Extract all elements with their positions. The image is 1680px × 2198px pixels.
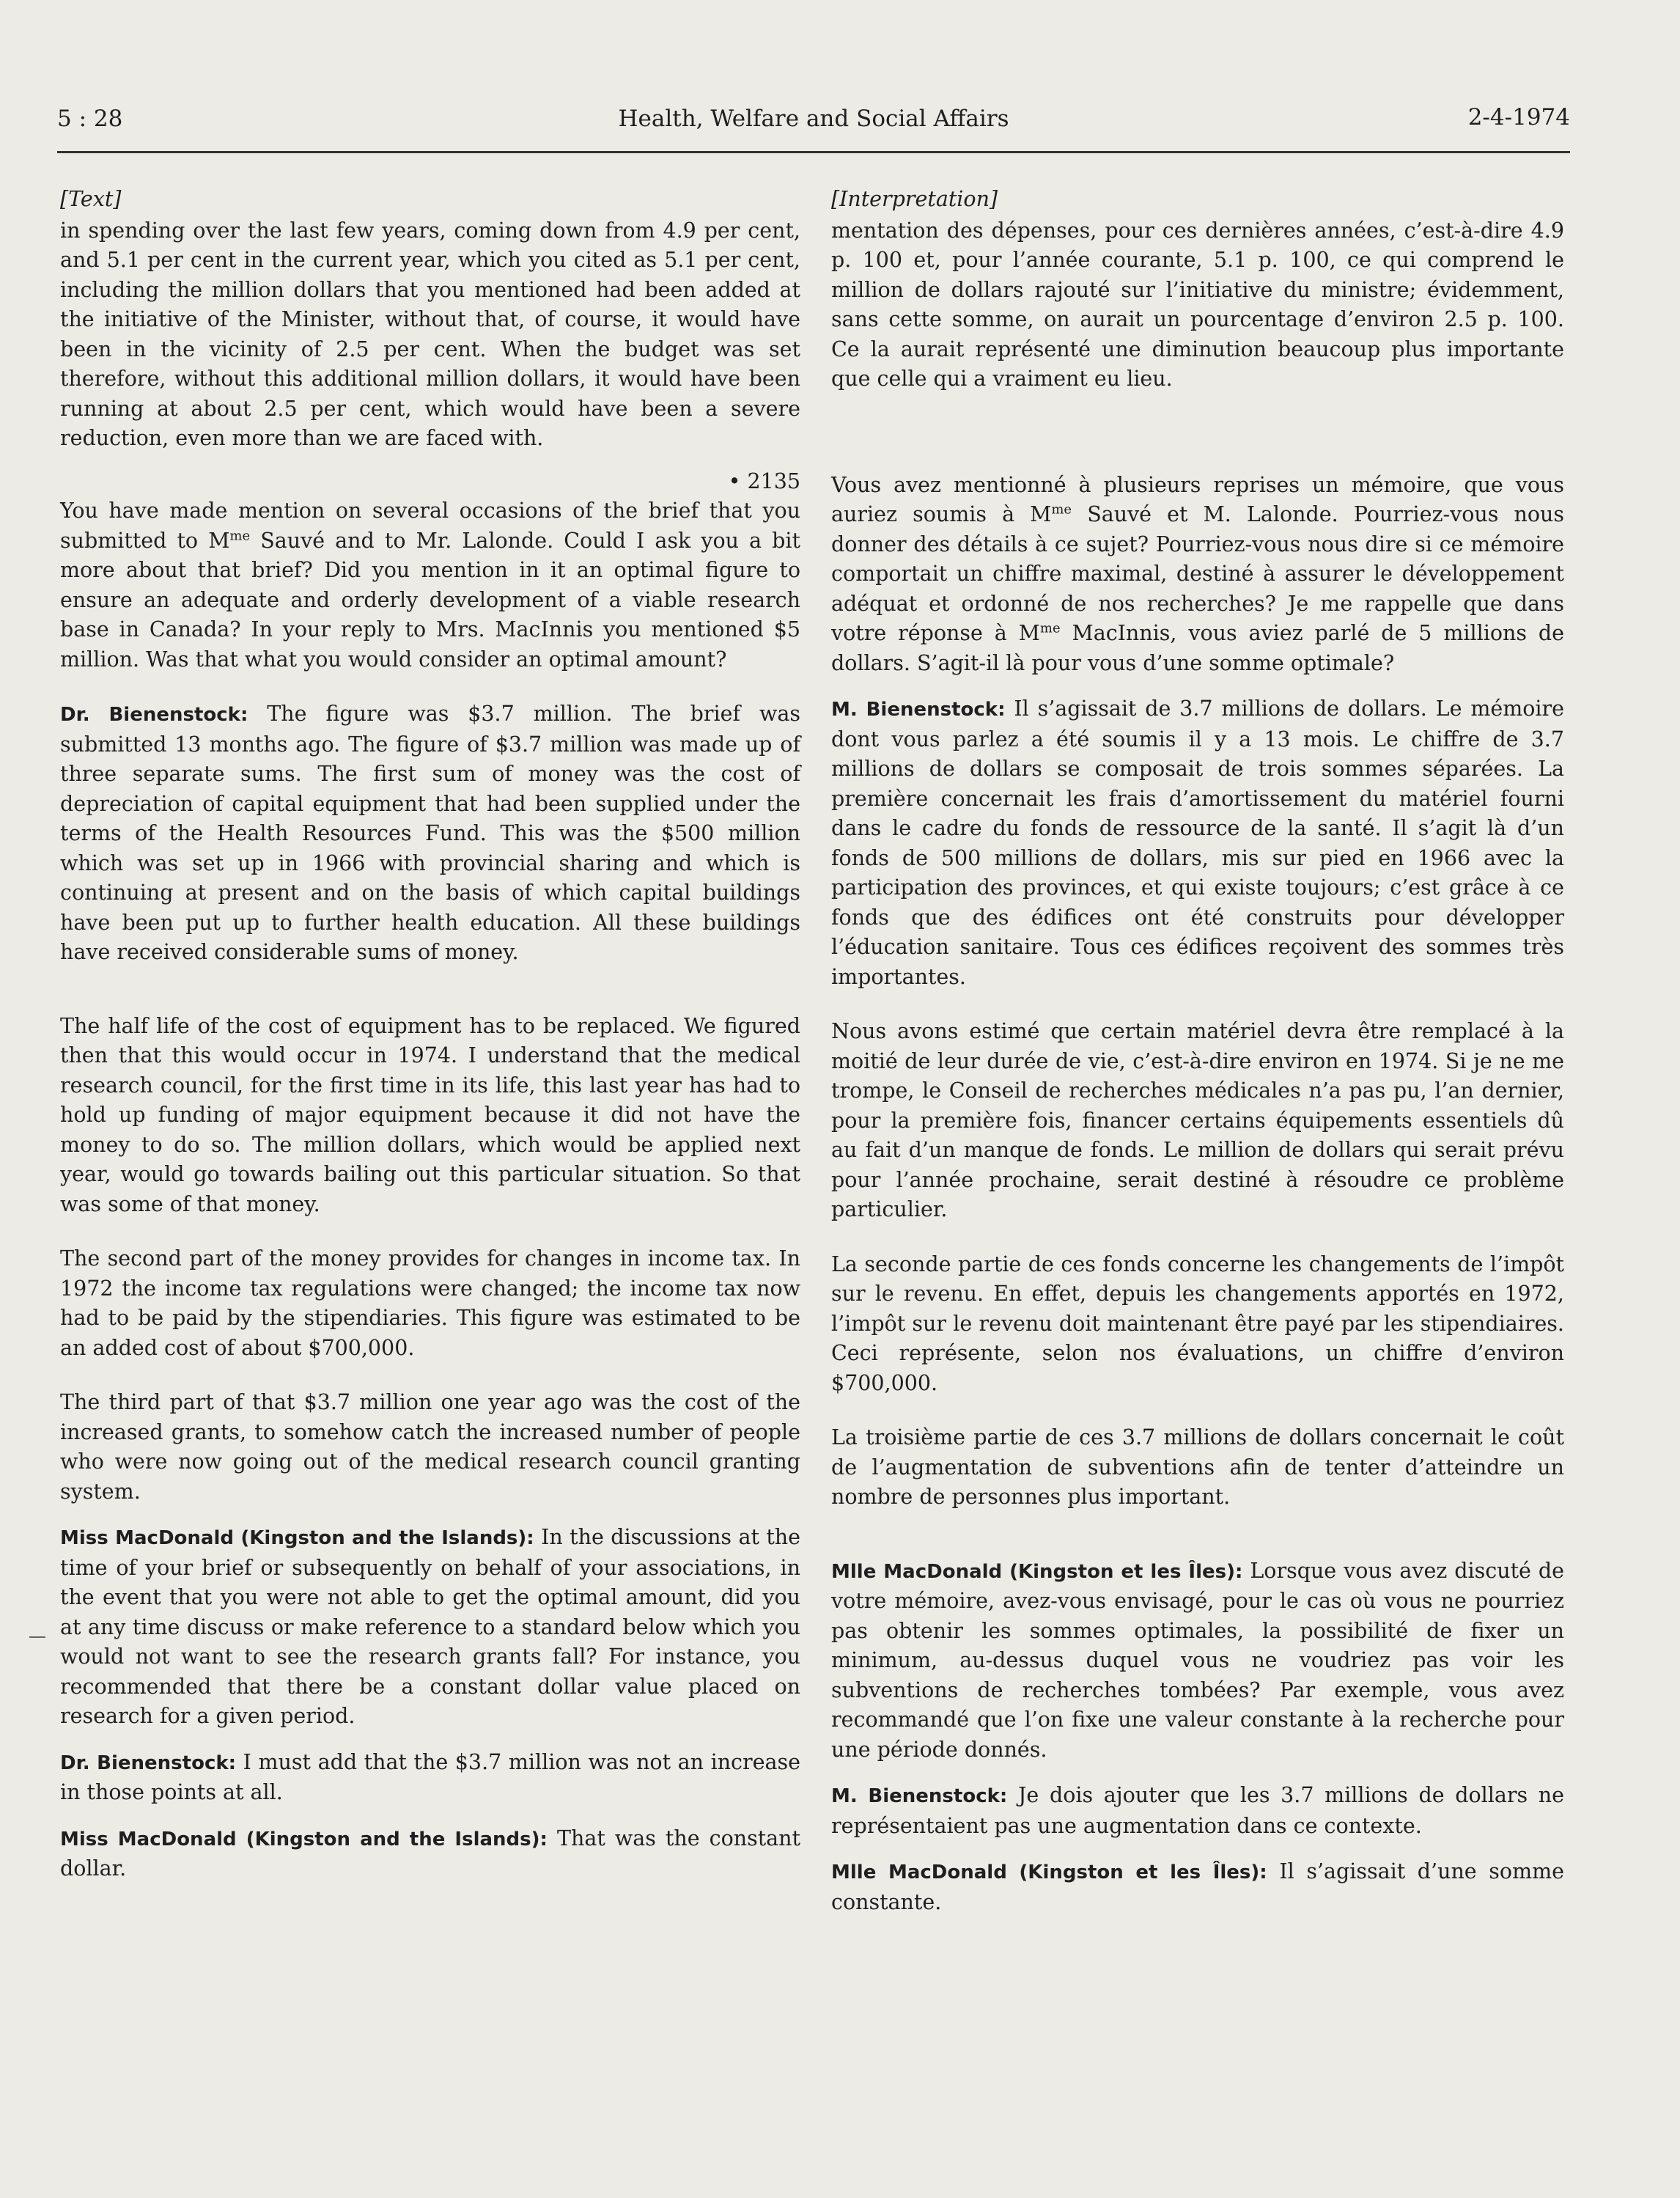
page-number: 5 : 28: [57, 106, 123, 132]
paragraph: Miss MacDonald (Kingston and the Islands): In the discussions at the time of your brief or subsequently on behalf of your associations, in the event that you were not able to get the optimal amount, did you at any time discuss or make reference to a standard below which you would not want to see the research grants fall? For instance, you recommended that there be a constant dollar value placed on research for a given period.: [60, 1525, 800, 1728]
margin-mark: [29, 1636, 45, 1638]
paragraph: The third part of that $3.7 million one year ago was the cost of the increased grants, to somehow catch the increased number of people who were now going out of the medical research council granting system.: [60, 1390, 800, 1504]
paragraph: M. Bienenstock: Je dois ajouter que les 3.7 millions de dollars ne représentaient pas une augmentation dans ce contexte.: [831, 1783, 1565, 1838]
header-date: 2-4-1974: [1467, 104, 1570, 131]
column-label: [Text]: [60, 187, 122, 211]
paragraph: mentation des dépenses, pour ces dernières années, c’est-à-dire 4.9 p. 100 et, pour l’année courante, 5.1 p. 100, ce qui comprend le million de dollars rajouté sur l’initiative du ministre; évidemment, sans cette somme, on aurait un pourcentage d’environ 2.5 p. 100. Ce la aurait représenté une diminution beaucoup plus importante que celle qui a vraiment eu lieu.: [831, 218, 1564, 391]
column-label: [Interpretation]: [831, 187, 998, 211]
speaker-name: Dr. Bienenstock:: [60, 1752, 237, 1774]
speaker-name: Mlle MacDonald (Kingston et les Îles):: [831, 1560, 1243, 1583]
page-header: [57, 100, 1570, 153]
paragraph: La seconde partie de ces fonds concerne les changements de l’impôt sur le revenu. En effet, depuis les changements apportés en 1972, l’impôt sur le revenu doit maintenant être payé par les stipendiaires. Ceci représente, selon nos évaluations, un chiffre d’environ $700,000.: [831, 1251, 1564, 1395]
paragraph: in spending over the last few years, coming down from 4.9 per cent, and 5.1 per cent in the current year, which you cited as 5.1 per cent, including the million dollars that you mentioned had been added at the initiative of the Minister, without that, of course, it would have been in the vicinity of 2.5 per cent. When the budget was set therefore, without this additional million dollars, it would have been running at about 2.5 per cent, which would have been a severe reduction, even more than we are faced with.: [60, 218, 800, 450]
paragraph: The second part of the money provides for changes in income tax. In 1972 the income tax regulations were changed; the income tax now had to be paid by the stipendiaries. This figure was estimated to be an added cost of about $700,000.: [60, 1246, 800, 1360]
paragraph: M. Bienenstock: Il s’agissait de 3.7 millions de dollars. Le mémoire dont vous parlez a été soumis il y a 13 mois. Le chiffre de 3.7 millions de dollars se composait de trois sommes séparées. La première concernait les frais d’amortissement du matériel fourni dans le cadre du fonds de ressource de la santé. Il s’agit là d’un fonds de 500 millions de dollars, mis sur pied en 1966 avec la participation des provinces, et qui existe toujours; c’est grâce à ce fonds que des édifices ont été construits pour développer l’éducation sanitaire. Tous ces édifices reçoivent des sommes très importantes.: [831, 696, 1564, 989]
paragraph: Nous avons estimé que certain matériel devra être remplacé à la moitié de leur durée de vie, c’est-à-dire environ en 1974. Si je ne me trompe, le Conseil de recherches médicales n’a pas pu, l’an dernier, pour la première fois, financer certains équipements essentiels dû au fait d’un manque de fonds. Le million de dollars qui serait prévu pour l’année prochaine, serait destiné à résoudre ce problème particulier.: [831, 1019, 1564, 1221]
paragraph: Mlle MacDonald (Kingston et les Îles): Lorsque vous avez discuté de votre mémoire, avez-vous envisagé, pour le cas où vous ne pourriez pas obtenir les sommes optimales, la possibilité de fixer un minimum, au-dessus duquel vous ne voudriez pas voir les subventions de recherches tombées? Par exemple, vous avez recommandé que l’on fixe une valeur constante à la recherche pour une période donnés.: [831, 1558, 1565, 1762]
speaker-name: Dr. Bienenstock:: [60, 704, 248, 726]
paragraph: Miss MacDonald (Kingston and the Islands): That was the constant dollar.: [60, 1826, 800, 1881]
speaker-name: Miss MacDonald (Kingston and the Islands):: [60, 1828, 548, 1850]
time-marker: • 2135: [728, 468, 800, 493]
paragraph: Mlle MacDonald (Kingston et les Îles): Il s’agissait d’une somme constante.: [831, 1859, 1564, 1914]
french-column: [831, 185, 1564, 1917]
paragraph: Dr. Bienenstock: I must add that the $3.7 million was not an increase in those points at all.: [60, 1749, 800, 1804]
speaker-name: M. Bienenstock:: [831, 1785, 1008, 1807]
speaker-name: Miss MacDonald (Kingston and the Islands):: [60, 1527, 534, 1549]
running-title: Health, Welfare and Social Affairs: [618, 106, 1009, 132]
english-column: [60, 185, 800, 1884]
paragraph: Vous avez mentionné à plusieurs reprises un mémoire, que vous auriez soumis à $M^{me}$ Sauvé et M. Lalonde. Pourriez-vous nous donner des détails à ce sujet? Pourriez-vous nous dire si ce mémoire comportait un chiffre maximal, destiné à assurer le développement adéquat et ordonné de nos recherches? Je me rappelle que dans votre réponse à $M^{me}$ MacInnis, vous aviez parlé de 5 millions de dollars. S’agit-il là pour vous d’une somme optimale?: [831, 472, 1564, 675]
paragraph: Dr. Bienenstock: The figure was $3.7 million. The brief was submitted 13 months ago. The figure of $3.7 million was made up of three separate sums. The first sum of money was the cost of depreciation of capital equipment that had been supplied under the terms of the Health Resources Fund. This was the $500 million which was set up in 1966 with provincial sharing and which is continuing at present and on the basis of which capital buildings have been put up to further health education. All these buildings have received considerable sums of money.: [60, 702, 800, 964]
paragraph: You have made mention on several occasions of the brief that you submitted to $M^{me}$ Sauvé and to Mr. Lalonde. Could I ask you a bit more about that brief? Did you mention in it an optimal figure to ensure an adequate and orderly development of a viable research base in Canada? In your reply to Mrs. MacInnis you mentioned $5 million. Was that what you would consider an optimal amount?: [60, 499, 800, 672]
paragraph: The half life of the cost of equipment has to be replaced. We figured then that this would occur in 1974. I understand that the medical research council, for the first time in its life, this last year has had to hold up funding of major equipment because it did not have the money to do so. The million dollars, which would be applied next year, would go towards bailing out this particular situation. So that was some of that money.: [60, 1013, 800, 1216]
speaker-name: Mlle MacDonald (Kingston et les Îles):: [831, 1861, 1267, 1883]
paragraph: La troisième partie de ces 3.7 millions de dollars concernait le coût de l’augmentation de subventions afin de tenter d’atteindre un nombre de personnes plus important.: [831, 1425, 1564, 1509]
speaker-name: M. Bienenstock:: [831, 699, 1006, 721]
